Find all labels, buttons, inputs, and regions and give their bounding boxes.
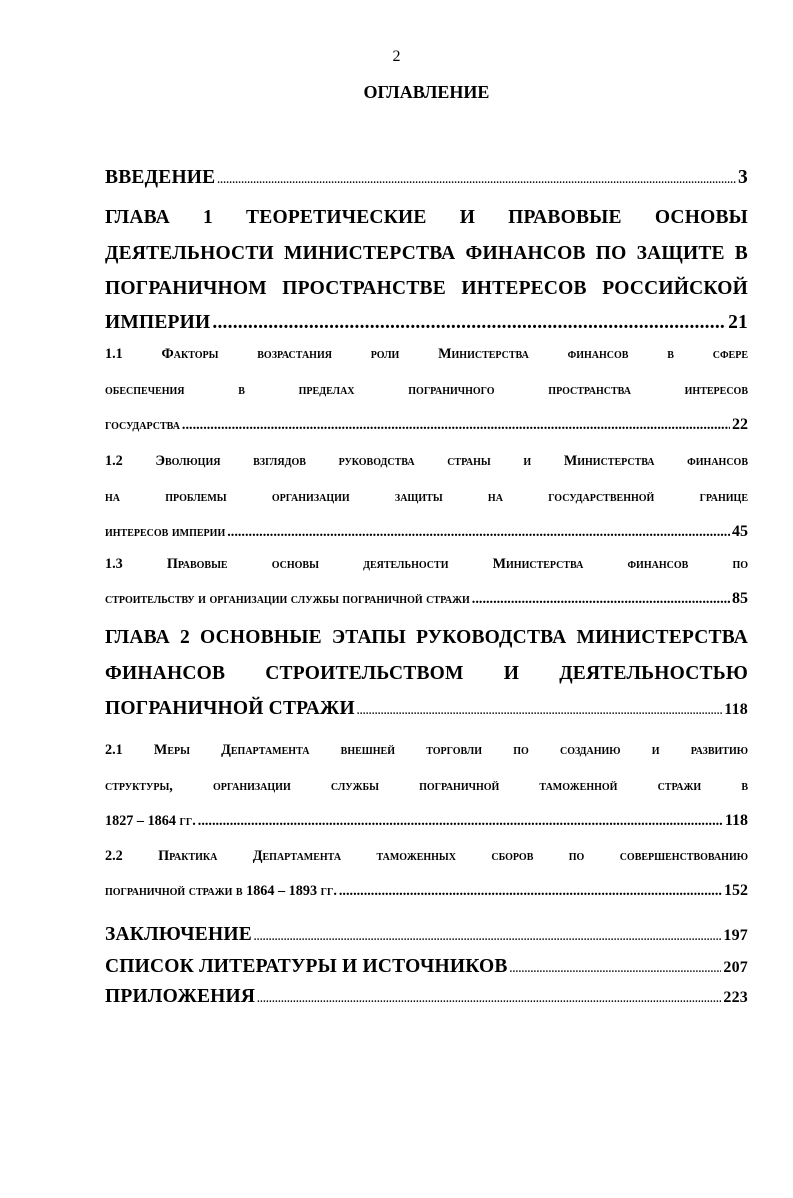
entry-page: 85 [732,590,748,607]
entry-title-line: ИМПЕРИИ [105,312,211,333]
leader-dots [182,417,730,434]
entry-title: ПРИЛОЖЕНИЯ [105,986,256,1007]
page-number: 2 [392,48,401,65]
entry-title-line: пограничной стражи в 1864 – 1893 гг. [105,883,337,899]
entry-title-line: обеспечения в пределах пограничного пространства интересов [105,382,748,398]
entry-title-line: 1.1 Факторы возрастания роли Министерства финансов в сфере [105,346,748,362]
entry-title-line: государства [105,417,180,433]
leader-dots [472,591,730,608]
entry-title-line: ДЕЯТЕЛЬНОСТИ МИНИСТЕРСТВА ФИНАНСОВ ПО ЗАЩИТЕ В [105,243,748,264]
entry-title-line: на проблемы организации защиты на государственной границе [105,489,748,505]
entry-title-line: 1827 – 1864 гг. [105,813,196,829]
entry-page: 197 [723,927,748,944]
entry-title-line: ПОГРАНИЧНОЙ СТРАЖИ [105,698,355,719]
entry-page: 118 [724,812,748,829]
entry-page: 152 [724,882,748,899]
leader-dots [257,994,721,1005]
entry-title-line: интересов империи [105,524,226,540]
leader-dots [510,964,722,975]
entry-page: 3 [738,167,748,188]
entry-title-line: 1.2 Эволюция взглядов руководства страны и Министерства финансов [105,453,748,469]
entry-page: 207 [723,959,748,976]
entry-title-line: 1.3 Правовые основы деятельности Министерства финансов по [105,556,748,572]
entry-page: 22 [732,416,748,433]
leader-dots [198,813,723,830]
entry-title-line: ФИНАНСОВ СТРОИТЕЛЬСТВОМ И ДЕЯТЕЛЬНОСТЬЮ [105,663,748,684]
leader-dots [339,883,722,900]
entry-title: СПИСОК ЛИТЕРАТУРЫ И ИСТОЧНИКОВ [105,956,508,977]
entry-title-line: ГЛАВА 1 ТЕОРЕТИЧЕСКИЕ И ПРАВОВЫЕ ОСНОВЫ [105,207,748,228]
entry-title-line: 2.2 Практика Департамента таможенных сборов по совершенствованию [105,848,748,864]
entry-page: 45 [732,523,748,540]
entry-title: ЗАКЛЮЧЕНИЕ [105,924,252,945]
entry-title-line: ПОГРАНИЧНОМ ПРОСТРАНСТВЕ ИНТЕРЕСОВ РОССИЙСКОЙ [105,278,748,299]
entry-page: 21 [728,312,748,333]
entry-title-line: 2.1 Меры Департамента внешней торговли по созданию и развитию [105,742,748,758]
leader-dots [217,175,736,186]
entry-title-line: структуры, организации службы пограничной таможенной стражи в [105,778,748,794]
leader-dots [254,932,721,943]
entry-page: 223 [723,989,748,1006]
entry-title-line: ГЛАВА 2 ОСНОВНЫЕ ЭТАПЫ РУКОВОДСТВА МИНИСТЕРСТВА [105,627,748,648]
entry-title: ВВЕДЕНИЕ [105,167,216,188]
leader-dots [357,706,722,717]
toc-title: ОГЛАВЛЕНИЕ [363,82,490,102]
leader-dots [227,524,730,541]
entry-title-line: строительству и организации службы пограничной стражи [105,591,470,607]
leader-dots [212,312,726,334]
entry-page: 118 [724,701,748,718]
